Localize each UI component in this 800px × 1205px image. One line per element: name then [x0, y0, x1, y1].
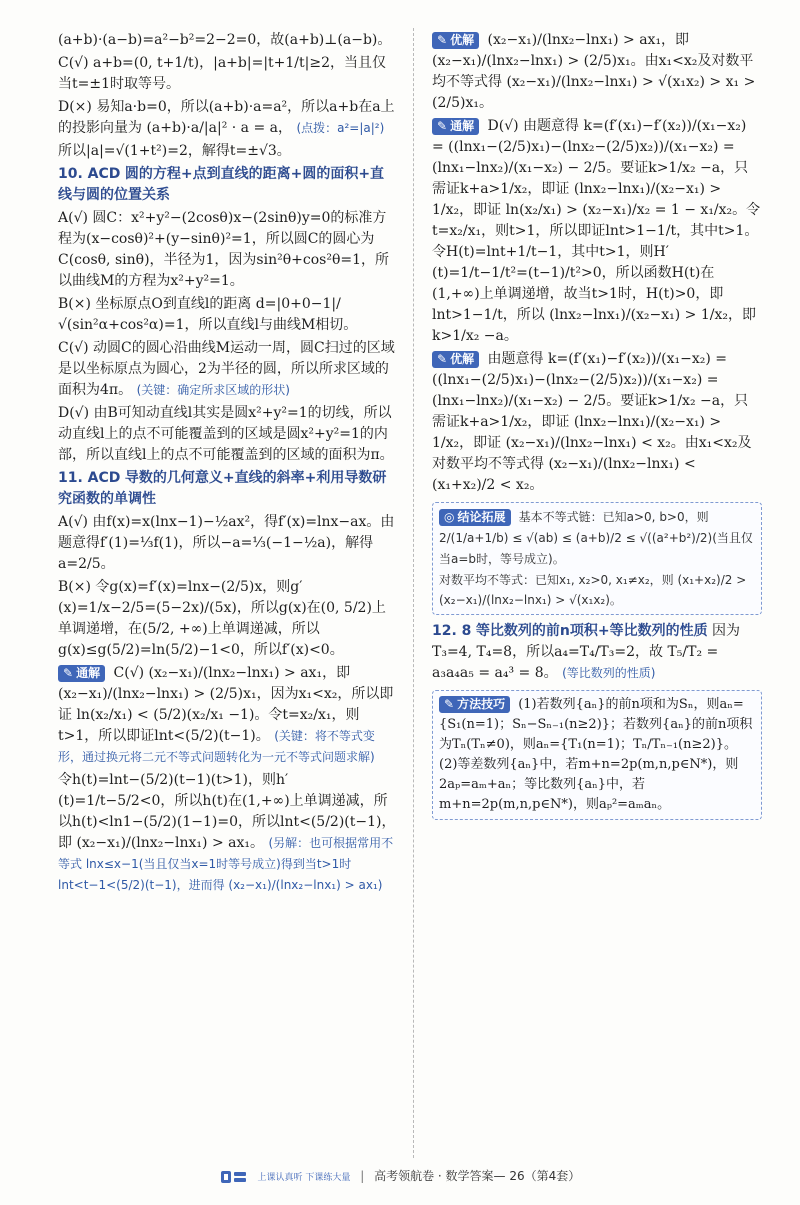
- general-solution-label: 通解: [450, 119, 475, 133]
- question-10-option-c-text: C(√) 动圆C的圆心沿曲线M运动一周，圆C扫过的区域是以坐标原点为圆心，2为半径的圆，所以所求区域的面积为4π。: [58, 340, 395, 398]
- optimal-solution-label: 优解: [450, 33, 475, 47]
- property-note: (等比数列的性质): [562, 666, 656, 680]
- question-12-solution: 因为T₃=4, T₄=8，所以a₄=T₄/T₃=2，故 T₅/T₂ = a₃a₄a₅ = a₄³ = 8。: [432, 623, 741, 681]
- right-column: [432, 30, 762, 826]
- page-footer: [0, 1167, 800, 1186]
- question-12-header: [432, 621, 762, 684]
- left-column: [58, 30, 398, 898]
- answer-option-c-vector: C(√) a+b=(0, t+1/t)，|a+b|=|t+1/t|≥2，当且仅当t=±1时取等号。: [58, 55, 386, 92]
- question-10-option-d: D(√) 由B可知动直线l其实是圆x²+y²=1的切线，所以动直线l上的点不可能覆盖到的区域是圆x²+y²=1的内部，所以直线l上的点不可能覆盖到的区域的面积为π。: [58, 405, 394, 463]
- alternative-note: (另解：也可根据常用不等式 lnx≤x−1(当且仅当x=1时等号成立)得到当t>1时 lnt<t−1<(5/2)(t−1)，进而得 (x₂−x₁)/(lnx₂−lnx₁) > ax₁): [58, 836, 394, 892]
- lightbulb-icon: ◎: [444, 510, 455, 524]
- answer-option-d-text: D(×) 易知a·b=0，所以(a+b)·a=a²，所以a+b在a上的投影向量为 (a+b)·a/|a|² · a = a，: [58, 99, 395, 136]
- key-note: (关键：确定所求区域的形状): [136, 383, 290, 397]
- book-icon: ✎: [63, 666, 74, 680]
- answer-line-ab-perp: (a+b)·(a−b)=a²−b²=2−2=0，故(a+b)⊥(a−b)。: [58, 32, 392, 48]
- question-11-option-d-text: D(√) 由题意得 k=(f′(x₁)−f′(x₂))/(x₁−x₂) = ((lnx₁−(2/5)x₁)−(lnx₂−(2/5)x₂))/(x₁−x₂) = (lnx₁−lnx₂)/(x₁−x₂) − 2/5。要证k>1/x₂ −a，只需证k+a>1/x₂，即证 (lnx₂−lnx₁)/(x₂−x₁) > 1/x₂，即证 ln(x₂/x₁) > (x₂−x₁)/x₂ = 1 − x₁/x₂。令t=x₂/x₁，则t>1，所以即证lnt>1−1/t，其中t>1。令H(t)=lnt+1/t−1，其中t>1，则H′(t)=1/t−1/t²=(t−1)/t²>0，所以函数H(t)在(1,+∞)上单调递增，故当t>1时，H(t)>0，即lnt>1−1/t，所以 (lnx₂−lnx₁)/(x₂−x₁) > 1/x₂，即k>1/x₂ −a。: [432, 118, 761, 344]
- method-tips-label: 方法技巧: [457, 697, 506, 711]
- optimal-solution-label: 优解: [450, 352, 475, 366]
- method-tip-2: (2)等差数列{aₙ}中，若m+n=2p(m,n,p∈N*)，则2aₚ=aₘ+aₙ；等比数列{aₙ}中，若m+n=2p(m,n,p∈N*)，则aₚ²=aₘaₙ。: [439, 757, 739, 812]
- general-solution-tag: [432, 118, 479, 135]
- general-solution-label: 通解: [76, 666, 101, 680]
- brand-slogan: 上课认真听 下课练大量: [257, 1173, 351, 1183]
- conclusion-extension-box: [432, 502, 762, 615]
- question-11-option-b: B(×) 令g(x)=f′(x)=lnx−(2/5)x，则g′(x)=1/x−2/5=(5−2x)/(5x)，所以g(x)在(0, 5/2)上单调递增，在(5/2, +∞)上单调递减，所以g(x)≤g(5/2)=ln(5/2)−1<0，所以f′(x)<0。: [58, 579, 386, 658]
- method-tips-box: [432, 690, 762, 820]
- column-divider: [413, 28, 414, 1158]
- question-11-topic: 导数的几何意义+直线的斜率+利用导数研究函数的单调性: [58, 470, 387, 507]
- question-12-answer: 12. 8: [432, 623, 472, 639]
- question-11-option-c-text: C(√) (x₂−x₁)/(lnx₂−lnx₁) > ax₁，即 (x₂−x₁)/(lnx₂−lnx₁) > (2/5)x₁，因为x₁<x₂，所以即证 ln(x₂/x₁) < (5/2)(x₂/x₁ −1)。令t=x₂/x₁，则t>1，所以即证lnt<(5/2)(t−1)。: [58, 665, 394, 744]
- question-10-option-a: A(√) 圆C：x²+y²−(2cosθ)x−(2sinθ)y=0的标准方程为(x−cosθ)²+(y−sinθ)²=1，所以圆C的圆心为C(cosθ, sinθ)，半径为1，因为sin²θ+cos²θ=1，所以曲线M的方程为x²+y²=1。: [58, 210, 390, 289]
- conclusion-extension-tag: [439, 509, 511, 526]
- question-11-answer: 11. ACD: [58, 470, 121, 486]
- question-11-option-a: A(√) 由f(x)=x(lnx−1)−½ax²，得f′(x)=lnx−ax。由题意得f′(1)=⅓f(1)，所以−a=⅓(−1−½a)，解得a=2/5。: [58, 514, 395, 572]
- question-12-topic: 等比数列的前n项积+等比数列的性质: [475, 623, 708, 639]
- method-tip-1: (1)若数列{aₙ}的前n项和为Sₙ，则aₙ={S₁(n=1)；Sₙ−Sₙ₋₁(n≥2)}；若数列{aₙ}的前n项积为Tₙ(Tₙ≠0)，则aₙ={T₁(n=1)；Tₙ/Tₙ₋₁(n≥2)}。: [439, 697, 753, 752]
- question-11-option-c-proof-text: 令h(t)=lnt−(5/2)(t−1)(t>1)，则h′(t)=1/t−5/2<0，所以h(t)在(1,+∞)上单调递减，所以h(t)<ln1−(5/2)(1−1)=0，所以lnt<(5/2)(t−1)，即 (x₂−x₁)/(lnx₂−lnx₁) > ax₁。: [58, 772, 396, 851]
- optimal-solution-text: (x₂−x₁)/(lnx₂−lnx₁) > ax₁，即 (x₂−x₁)/(lnx₂−lnx₁) > (2/5)x₁。由x₁<x₂及对数平均不等式得 (x₂−x₁)/(lnx₂−lnx₁) > √(x₁x₂) > x₁ > (2/5)x₁。: [432, 32, 756, 111]
- question-11-option-c: [58, 663, 398, 768]
- optimal-solution-tag: [432, 32, 479, 49]
- optimal-solution-c: [432, 30, 762, 114]
- answer-option-d-vector: [58, 97, 398, 139]
- key-note: (关键：将不等式变形，通过换元将二元不等式问题转化为一元不等式问题求解): [58, 729, 375, 764]
- hint-note: (点拨：a²=|a|²): [296, 121, 385, 135]
- question-11-option-c-proof: [58, 770, 398, 896]
- question-11-header: [58, 468, 398, 510]
- optimal-solution-tag: [432, 351, 479, 368]
- answer-line-a-magnitude: 所以|a|=√(1+t²)=2，解得t=±√3。: [58, 143, 291, 159]
- question-10-answer: 10. ACD: [58, 166, 121, 182]
- question-10-option-c: [58, 338, 398, 401]
- footer-separator: |: [360, 1169, 365, 1183]
- method-tips-tag: [439, 696, 510, 713]
- conclusion-extension-label: 结论拓展: [457, 510, 506, 524]
- book-icon: ✎: [437, 352, 448, 366]
- optimal-solution-d-text: 由题意得 k=(f′(x₁)−f′(x₂))/(x₁−x₂) = ((lnx₁−(2/5)x₁)−(lnx₂−(2/5)x₂))/(x₁−x₂) = (lnx₁−lnx₂)/(x₁−x₂) − 2/5。要证k>1/x₂ −a，只需证k+a>1/x₂，即证 (lnx₂−lnx₁)/(x₂−x₁) > 1/x₂，即证 (x₂−x₁)/(lnx₂−lnx₁) < x₂。由x₁<x₂及对数平均不等式得 (x₂−x₁)/(lnx₂−lnx₁) < (x₁+x₂)/2 < x₂。: [432, 351, 752, 493]
- question-10-option-b: B(×) 坐标原点O到直线l的距离 d=|0+0−1|/√(sin²α+cos²α)=1，所以直线l与曲线M相切。: [58, 296, 358, 333]
- basic-inequality-chain: 基本不等式链：已知a>0, b>0，则 2/(1/a+1/b) ≤ √(ab) ≤ (a+b)/2 ≤ √((a²+b²)/2)(当且仅当a=b时，等号成立)。: [439, 510, 753, 566]
- question-11-option-d: [432, 116, 762, 347]
- question-10-header: [58, 164, 398, 206]
- brand-logo-icon: [220, 1168, 248, 1186]
- book-icon: ✎: [444, 697, 455, 711]
- book-icon: ✎: [437, 33, 448, 47]
- optimal-solution-d: [432, 349, 762, 496]
- question-10-topic: 圆的方程+点到直线的距离+圆的面积+直线与圆的位置关系: [58, 166, 385, 203]
- general-solution-tag: [58, 665, 105, 682]
- log-mean-inequality: 对数平均不等式：已知x₁, x₂>0, x₁≠x₂，则 (x₁+x₂)/2 > (x₂−x₁)/(lnx₂−lnx₁) > √(x₁x₂)。: [439, 573, 747, 607]
- book-icon: ✎: [437, 119, 448, 133]
- footer-title: 高考领航卷 · 数学答案— 26（第4套）: [374, 1169, 581, 1183]
